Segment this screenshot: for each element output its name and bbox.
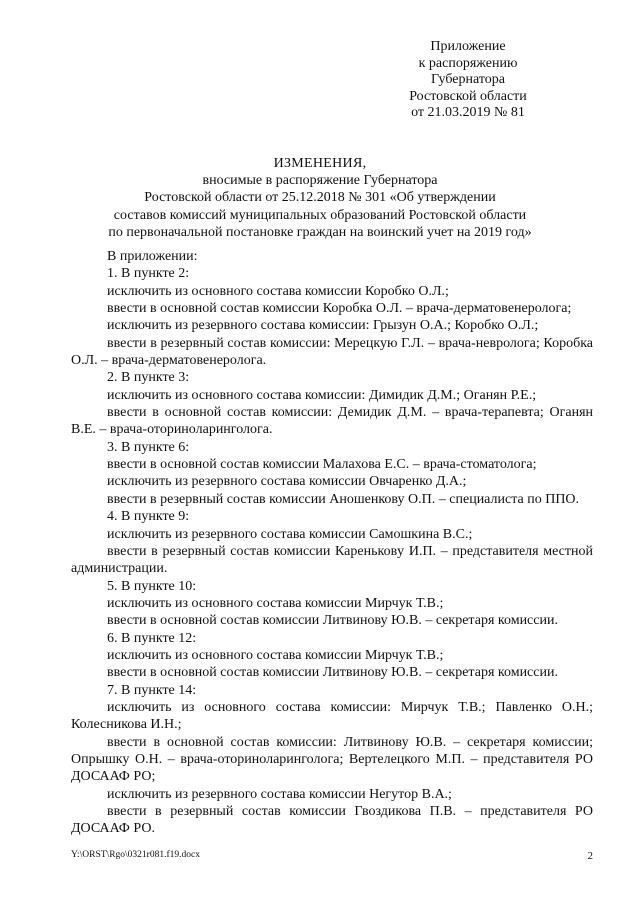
paragraph: исключить из основного состава комиссии: Димидик Д.М.; Оганян Р.Е.;: [107, 387, 537, 403]
appendix-header: [368, 39, 568, 122]
paragraph-intro: В приложении:: [107, 249, 198, 264]
appendix-line-3: Губернатора: [430, 72, 506, 88]
paragraph: ввести в резервный состав комиссии Гвоздикова П.В. – представителя РО ДОСААФ РО.: [71, 804, 593, 837]
title-line-4: по первоначальной постановке граждан на воинский учет на 2019 год»: [108, 224, 532, 240]
paragraph-item-heading: 6. В пункте 12:: [107, 630, 197, 646]
appendix-line-2: к распоряжению: [418, 55, 518, 71]
paragraph: исключить из резервного состава комиссии: Грызун О.А.; Коробко О.Л.;: [107, 318, 539, 334]
paragraph: ввести в основной состав комиссии Малахова Е.С. – врача-стоматолога;: [107, 457, 537, 473]
appendix-line-5: от 21.03.2019 № 81: [411, 105, 525, 121]
paragraph: исключить из резервного состава комиссии Негутор В.А.;: [107, 786, 452, 802]
paragraph: исключить из основного состава комиссии Мирчук Т.В.;: [107, 595, 444, 611]
paragraph: ввести в резервный состав комиссии Кареньковy И.П. – представителя местной администрации.: [71, 543, 593, 577]
title-line-2: Ростовской области от 25.12.2018 № 301 «Об утверждении: [144, 190, 496, 206]
paragraph: ввести в основной состав комиссии Коробка О.Л. – врача-дерматовенеролога;: [107, 301, 572, 317]
paragraph: исключить из основного состава комиссии Коробко О.Л.;: [107, 283, 449, 299]
appendix-line-1: Приложение: [430, 39, 506, 54]
title-heading: ИЗМЕНЕНИЯ,: [273, 156, 367, 171]
paragraph: исключить из основного состава комиссии: Мирчук Т.В.; Павленко О.Н.; Колесникова И.Н.;: [71, 699, 593, 733]
paragraph: ввести в основной состав комиссии: Литвинову Ю.В. – секретаря комиссии; Опрышку О.Н. – врача-оториноларинголога; Вертелецкого М.П. – представителя РО ДОСААФ РО;: [71, 734, 593, 785]
paragraph-item-heading: 5. В пункте 10:: [107, 578, 197, 594]
paragraph-item-heading: 1. В пункте 2:: [107, 266, 190, 282]
paragraph-item-heading: 2. В пункте 3:: [107, 370, 190, 386]
title-line-1: вносимые в распоряжение Губернатора: [202, 173, 438, 189]
paragraph: ввести в основной состав комиссии: Демидик Д.М. – врача-терапевта; Оганян В.Е. – врача-оториноларинголога.: [71, 405, 593, 438]
appendix-line-4: Ростовской области: [409, 88, 527, 104]
paragraph: ввести в резервный состав комиссии Аношенкову О.П. – специалиста по ППО.: [107, 491, 580, 507]
paragraph-item-heading: 7. В пункте 14:: [107, 682, 197, 698]
paragraph: исключить из основного состава комиссии Мирчук Т.В.;: [107, 647, 444, 663]
document-body: [71, 248, 593, 838]
title-line-3: составов комиссий муниципальных образований Ростовской области: [113, 207, 527, 223]
paragraph: ввести в основной состав комиссии Литвинову Ю.В. – секретаря комиссии.: [107, 613, 558, 629]
paragraph: ввести в основной состав комиссии Литвинову Ю.В. – секретаря комиссии.: [107, 665, 558, 681]
paragraph: исключить из резервного состава комиссии Самошкина В.С.;: [107, 526, 473, 542]
paragraph: исключить из резервного состава комиссии Овчаренко Д.А.;: [107, 474, 467, 490]
page-number: 2: [587, 850, 593, 862]
document-title: [60, 155, 580, 241]
paragraph-item-heading: 4. В пункте 9:: [107, 509, 190, 525]
file-path: Y:\ORST\Rgo\0321r081.f19.docx: [71, 850, 200, 860]
paragraph: ввести в резервный состав комиссии: Мерецкую Г.Л. – врача-невролога; Коробка О.Л. – врача-дерматовенеролога.: [71, 335, 593, 369]
paragraph-item-heading: 3. В пункте 6:: [107, 439, 190, 455]
